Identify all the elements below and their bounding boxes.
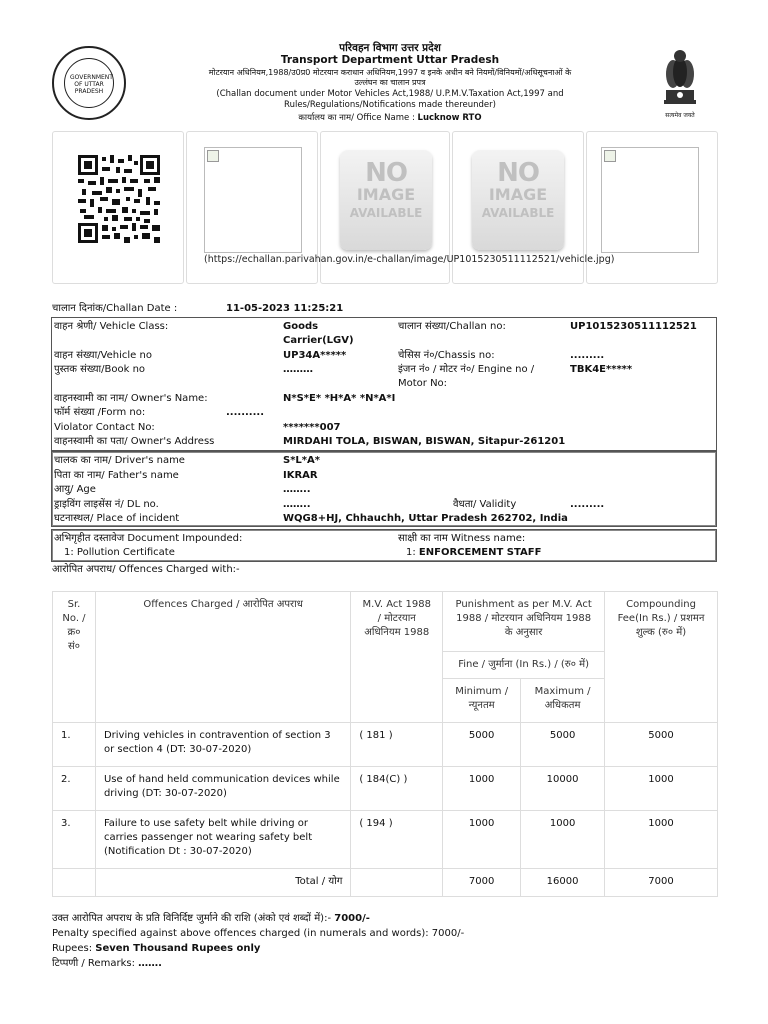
challan-no-value: UP1015230511112521 bbox=[570, 321, 697, 332]
doc-impounded-value: 1: Pollution Certificate bbox=[64, 547, 175, 558]
father-name-label: पिता का नाम/ Father's name bbox=[54, 470, 179, 481]
no-image-placeholder-1: NO IMAGE AVAILABLE bbox=[340, 150, 432, 250]
broken-image-2 bbox=[601, 147, 699, 253]
broken-image-icon bbox=[207, 150, 219, 162]
qr-code-icon[interactable] bbox=[78, 155, 160, 243]
vehicle-no-value: UP34A***** bbox=[283, 350, 347, 361]
book-no-value: ……… bbox=[283, 364, 313, 375]
validity-label: वैधता/ Validity bbox=[453, 499, 517, 510]
broken-image-1 bbox=[204, 147, 302, 253]
owner-name-label: वाहनस्वामी का नाम/ Owner's Name: bbox=[54, 393, 208, 404]
col-header-punishment: Punishment as per M.V. Act 1988 / मोटरयान अधिनियम 1988 के अनुसार bbox=[443, 592, 605, 652]
doc-impounded-label: अभिगृहीत दस्तावेज Document Impounded: bbox=[54, 533, 243, 544]
remarks-line: टिप्पणी / Remarks: ……. bbox=[52, 958, 162, 969]
owner-name-value: N*S*E* *H*A* *N*A*I bbox=[283, 393, 396, 404]
col-header-fine: Fine / जुर्माना (In Rs.) / (रु० में) bbox=[443, 652, 605, 679]
national-emblem-icon bbox=[658, 46, 702, 118]
vehicle-class-value-2: Carrier(LGV) bbox=[283, 335, 354, 346]
challan-date-label: चालान दिनांक/Challan Date : bbox=[52, 303, 178, 314]
engine-no-value: TBK4E***** bbox=[570, 364, 633, 375]
dl-no-label: ड्राइविंग लाइसेंस नं/ DL no. bbox=[54, 499, 159, 510]
vehicle-no-label: वाहन संख्या/Vehicle no bbox=[54, 350, 152, 361]
table-row: 3. Failure to use safety belt while driving or carries passenger not wearing safety belt (Notification Dt : 30-07-2020) ( 194 ) 1000 1000 1000 bbox=[53, 811, 718, 869]
engine-no-label-2: Motor No: bbox=[398, 378, 448, 389]
owner-address-label: वाहनस्वामी का पता/ Owner's Address bbox=[54, 436, 215, 447]
no-image-placeholder-2: NO IMAGE AVAILABLE bbox=[472, 150, 564, 250]
col-header-max: Maximum / अधिकतम bbox=[521, 679, 605, 723]
owner-address-value: MIRDAHI TOLA, BISWAN, BISWAN, Sitapur-261201 bbox=[283, 436, 566, 447]
age-label: आयु/ Age bbox=[54, 484, 96, 495]
place-value: WQG8+HJ, Chhauchh, Uttar Pradesh 262702, India bbox=[283, 513, 568, 524]
up-government-seal bbox=[52, 46, 126, 120]
form-no-label: फॉर्म संख्या /Form no: bbox=[54, 407, 146, 418]
offences-charged-label: आरोपित अपराध/ Offences Charged with:- bbox=[52, 564, 240, 575]
dept-title-hindi: परिवहन विभाग उत्तर प्रदेश bbox=[339, 42, 441, 54]
witness-label: साक्षी का नाम Witness name: bbox=[398, 533, 526, 544]
form-no-value: .......... bbox=[226, 407, 264, 418]
office-value: Lucknow RTO bbox=[417, 113, 482, 123]
col-header-act: M.V. Act 1988 / मोटरयान अधिनियम 1988 bbox=[351, 592, 443, 723]
image-url-text[interactable]: (https://echallan.parivahan.gov.in/e-challan/image/UP1015230511112521/vehicle.jpg) bbox=[204, 254, 615, 265]
subtitle-hindi-1: मोटरयान अधिनियम,1988/उ0प्र0 मोटरयान कराधान अधिनियम,1997 व इनके अधीन बने नियमों/विनियमों/अधिसूचनाओं के bbox=[208, 68, 572, 77]
dept-title-english: Transport Department Uttar Pradesh bbox=[280, 54, 500, 66]
vehicle-class-label: वाहन श्रेणी/ Vehicle Class: bbox=[54, 321, 169, 332]
book-no-label: पुस्तक संख्या/Book no bbox=[54, 364, 146, 375]
col-header-sr: Sr. No. / क्र० सं० bbox=[53, 592, 96, 723]
table-row: 2. Use of hand held communication devices while driving (DT: 30-07-2020) ( 184(C) ) 1000 10000 1000 bbox=[53, 767, 718, 811]
age-value: …….. bbox=[283, 484, 311, 495]
emblem-caption: सत्यमेव जयते bbox=[665, 112, 695, 119]
challan-date-value: 11-05-2023 11:25:21 bbox=[226, 303, 344, 314]
total-row bbox=[53, 869, 718, 897]
contact-no-label: Violator Contact No: bbox=[54, 422, 155, 433]
challan-no-label: चालान संख्या/Challan no: bbox=[398, 321, 506, 332]
driver-name-label: चालक का नाम/ Driver's name bbox=[54, 455, 185, 466]
subtitle-english-1: (Challan document under Motor Vehicles Act,1988/ U.P.M.V.Taxation Act,1997 and bbox=[216, 89, 564, 99]
col-header-min: Minimum / न्यूनतम bbox=[443, 679, 521, 723]
total-fee: 7000 bbox=[605, 869, 718, 897]
offences-table bbox=[52, 591, 718, 897]
col-header-offence: Offences Charged / आरोपित अपराध bbox=[95, 592, 350, 723]
father-name-value: IKRAR bbox=[283, 470, 318, 481]
witness-value: 1: ENFORCEMENT STAFF bbox=[406, 547, 542, 558]
contact-no-value: *******007 bbox=[283, 422, 341, 433]
dl-no-value: …….. bbox=[283, 499, 311, 510]
table-row: 1. Driving vehicles in contravention of section 3 or section 4 (DT: 30-07-2020) ( 181 ) 5000 5000 5000 bbox=[53, 723, 718, 767]
broken-image-icon bbox=[604, 150, 616, 162]
chassis-no-label: चेसिस नं०/Chassis no: bbox=[398, 350, 495, 361]
place-label: घटनास्थल/ Place of incident bbox=[54, 513, 180, 524]
subtitle-english-2: Rules/Regulations/Notifications made thereunder) bbox=[284, 100, 496, 110]
driver-name-value: S*L*A* bbox=[283, 455, 321, 466]
validity-value: ......... bbox=[570, 499, 605, 510]
chassis-no-value: ......... bbox=[570, 350, 605, 361]
col-header-compound: Compounding Fee(In Rs.) / प्रशमन शुल्क (रु० में) bbox=[605, 592, 718, 723]
penalty-hindi: उक्त आरोपित अपराध के प्रति विनिर्दिष्ट जुर्माने की राशि (अंको एवं शब्दों में):- 7000/- bbox=[52, 913, 370, 924]
office-name bbox=[160, 113, 620, 124]
total-min: 7000 bbox=[443, 869, 521, 897]
total-label: Total / योग bbox=[95, 869, 350, 897]
engine-no-label: इंजन नं० / मोटर नं०/ Engine no / bbox=[398, 364, 535, 375]
rupees-line: Rupees: Seven Thousand Rupees only bbox=[52, 943, 261, 954]
subtitle-hindi-2: उल्लंघन का चालान प्रपत्र bbox=[354, 78, 426, 87]
office-label: कार्यालय का नाम/ Office Name : bbox=[298, 113, 415, 123]
vehicle-class-value: Goods bbox=[283, 321, 319, 332]
total-max: 16000 bbox=[521, 869, 605, 897]
penalty-english: Penalty specified against above offences charged (in numerals and words): 7000/- bbox=[52, 928, 465, 939]
seal-text: GOVERNMENT OF UTTAR PRADESH bbox=[70, 74, 113, 95]
